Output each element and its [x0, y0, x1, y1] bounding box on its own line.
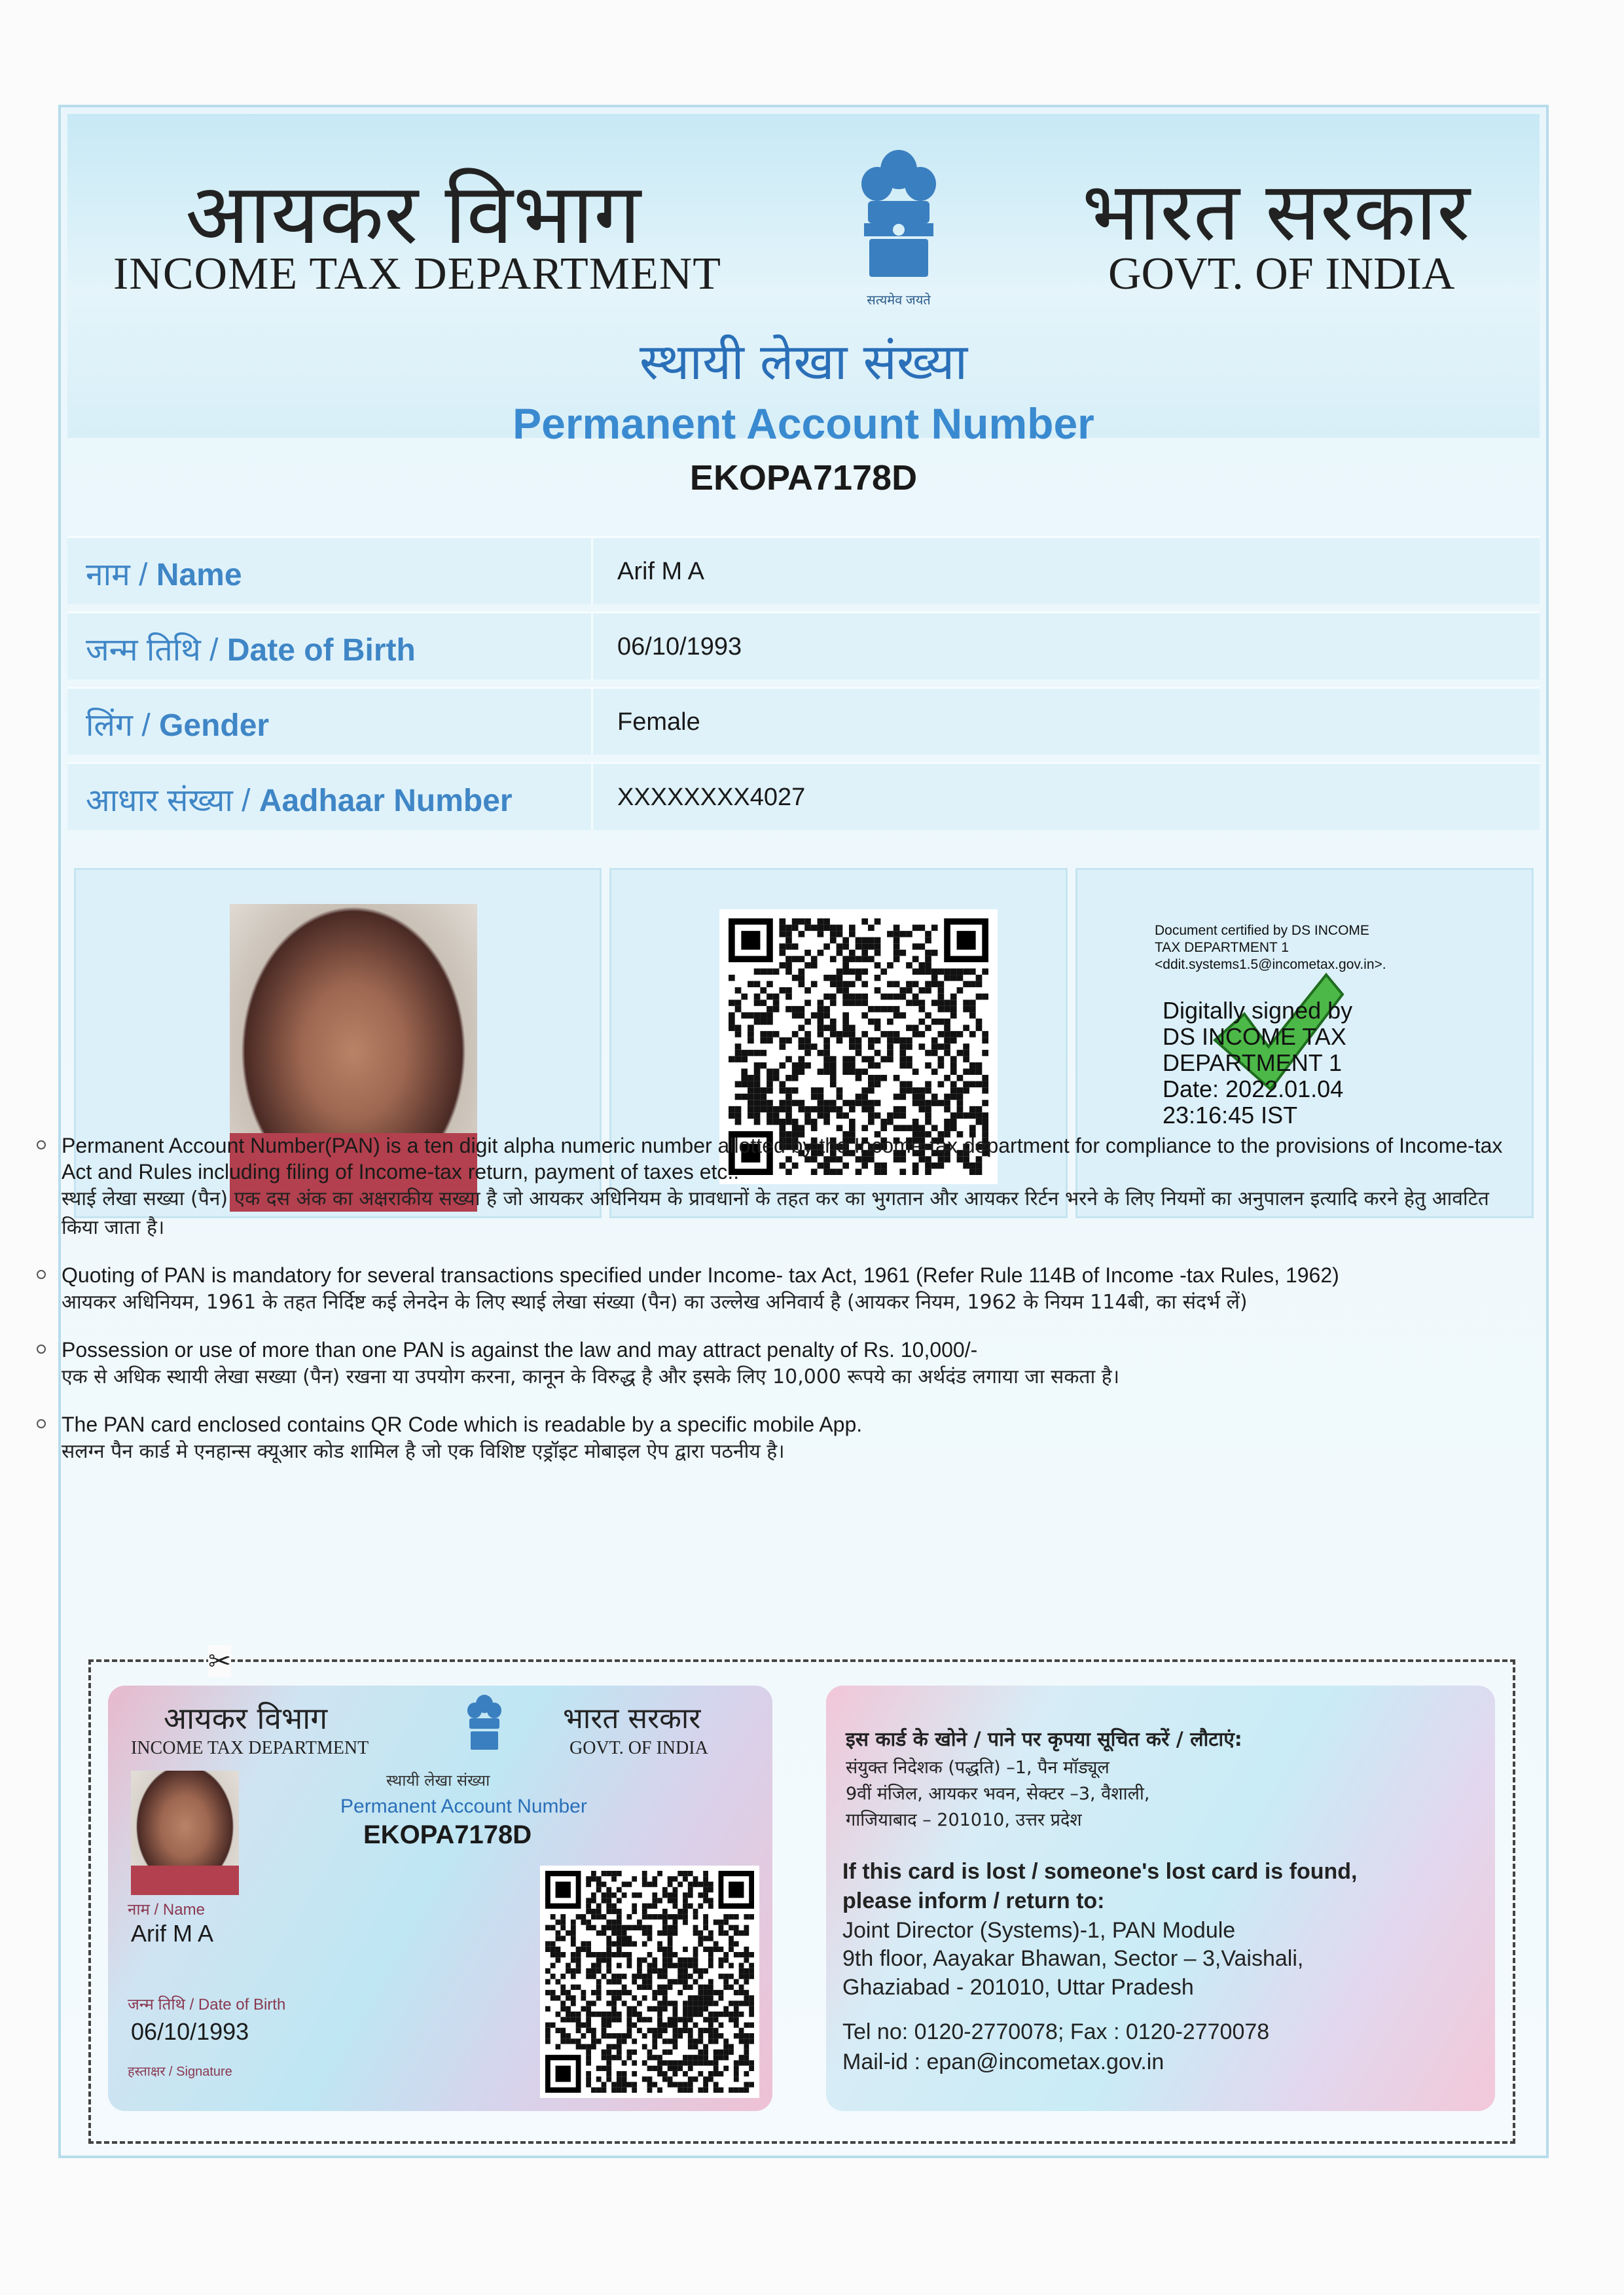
- card-pan-title-hindi: स्थायी लेखा संख्या: [386, 1771, 490, 1790]
- back-hindi-heading: इस कार्ड के खोने / पाने पर कृपया सूचित करें / लौटाएं:: [846, 1728, 1242, 1751]
- field-value: Female: [617, 708, 700, 736]
- note-item: Permanent Account Number(PAN) is a ten digit alpha numeric number allotted by the Income-tax department for compliance to the provisions of Income-tax Act and Rules including filing of Income-tax return, payment of taxes etc.. स्थाई लेखा सख्या (पैन) एक दस अंक का अक्षराकीय सख्या है जो आयकर अधिनियम के प्रावधानों के तहत कर का भुगतान और आयकर रिर्टन भरने के लिए नियमों का अनुपालन इत्यादि करने हेतु आवटित किया जाता है।: [34, 1132, 1507, 1242]
- pan-number: EKOPA7178D: [689, 458, 918, 497]
- card-dob-label: जन्म तिथि / Date of Birth: [128, 1996, 286, 2014]
- card-name-value: Arif M A: [131, 1920, 214, 1947]
- field-row-gender: [67, 687, 1540, 755]
- card-dob-value: 06/10/1993: [131, 2018, 249, 2045]
- field-row-dob: [67, 611, 1540, 679]
- card-signature-label: हस्ताक्षर / Signature: [128, 2065, 232, 2079]
- national-emblem-icon: [850, 143, 948, 294]
- emblem-motto: सत्यमेव जयते: [867, 293, 931, 308]
- field-row-name: [67, 536, 1540, 604]
- bullet-icon: [37, 1270, 46, 1279]
- field-value: Arif M A: [617, 558, 705, 585]
- pan-card-front: [108, 1686, 772, 2111]
- card-dept-english: INCOME TAX DEPARTMENT: [131, 1738, 369, 1758]
- card-qr-code: [540, 1866, 759, 2098]
- digital-signature-text: Digitally signed by DS INCOME TAX DEPARTMENT 1 Date: 2022.01.04 23:16:45 IST: [1163, 997, 1353, 1129]
- back-contact-email: Mail-id : epan@incometax.gov.in: [842, 2050, 1164, 2074]
- field-label: नाम / Name: [86, 558, 242, 592]
- govt-hindi: भारत सरकार: [1082, 165, 1470, 259]
- field-row-aadhaar: [67, 762, 1540, 830]
- notes-section: [34, 1132, 1507, 1486]
- card-name-label: नाम / Name: [128, 1901, 205, 1919]
- field-value: 06/10/1993: [617, 633, 742, 660]
- card-govt-english: GOVT. OF INDIA: [569, 1738, 708, 1758]
- card-pan-title-english: Permanent Account Number: [340, 1796, 587, 1817]
- card-govt-hindi: भारत सरकार: [563, 1702, 701, 1735]
- pan-title-english: Permanent Account Number: [513, 399, 1094, 448]
- national-emblem-icon: [461, 1692, 507, 1758]
- note-item: Quoting of PAN is mandatory for several transactions specified under Income- tax Act, 1961 (Refer Rule 114B of Income -tax Rules, 1962) आयकर अधिनियम, 1961 के तहत निर्दिष्ट कई लेनदेन के लिए स्थाई लेखा संख्या (पैन) का उल्लेख अनिवार्य है (आयकर नियम, 1962 के नियम 114बी, का संदर्भ लें): [34, 1262, 1507, 1317]
- pan-title-hindi: स्थायी लेखा संख्या: [639, 333, 968, 391]
- certification-text: Document certified by DS INCOME TAX DEPARTMENT 1 <ddit.systems1.5@incometax.gov.in>.: [1155, 923, 1386, 972]
- bullet-icon: [37, 1140, 46, 1149]
- pan-card-back: इस कार्ड के खोने / पाने पर कृपया सूचित करें / लौटाएं: संयुक्त निदेशक (पद्धति) –1, पैन मॉड्यूल 9वीं मंजिल, आयकर भवन, सेक्टर –3, वैशाली, गाजियाबाद – 201010, उत्तर प्रदेश If this card is lost / someone's lost card is found, please inform / return to: Joint Director (Systems)-1, PAN Module 9th floor, Aayakar Bhawan, Sector – 3,Vaishali, Ghaziabad - 201010, Uttar Pradesh Tel no: 0120-2770078; Fax : 0120-2770078 Mail-id : epan@incometax.gov.in: [826, 1686, 1495, 2111]
- scissors-icon: ✂: [208, 1646, 232, 1676]
- bullet-icon: [37, 1345, 46, 1354]
- bullet-icon: [37, 1419, 46, 1428]
- note-item: Possession or use of more than one PAN is against the law and may attract penalty of Rs. 10,000/- एक से अधिक स्थायी लेखा सख्या (पैन) रखना या उपयोग करना, कानून के विरुद्ध है और इसके लिए 10,000 रूपये का अर्थदंड लगाया जा सकता है।: [34, 1337, 1507, 1392]
- card-pan-number: EKOPA7178D: [363, 1820, 532, 1849]
- field-label: आधार संख्या / Aadhaar Number: [86, 784, 513, 818]
- card-dept-hindi: आयकर विभाग: [164, 1701, 328, 1736]
- dept-english: INCOME TAX DEPARTMENT: [113, 249, 722, 299]
- field-value: XXXXXXXX4027: [617, 784, 806, 811]
- dept-hindi: आयकर विभाग: [185, 166, 641, 263]
- field-label: लिंग / Gender: [86, 708, 270, 743]
- card-holder-photo: [131, 1771, 239, 1895]
- field-label: जन्म तिथि / Date of Birth: [86, 633, 416, 668]
- govt-english: GOVT. OF INDIA: [1108, 249, 1455, 299]
- note-item: The PAN card enclosed contains QR Code which is readable by a specific mobile App. सलग्न पैन कार्ड मे एनहान्स क्यूआर कोड शामिल है जो एक विशिष्ट एड्रॉइट मोबाइल ऐप द्वारा पठनीय है।: [34, 1411, 1507, 1466]
- back-contact-phone: Tel no: 0120-2770078; Fax : 0120-2770078: [842, 2019, 1270, 2044]
- back-english-heading: If this card is lost / someone's lost card is found,: [842, 1859, 1358, 1884]
- pan-title-band: [67, 327, 1540, 523]
